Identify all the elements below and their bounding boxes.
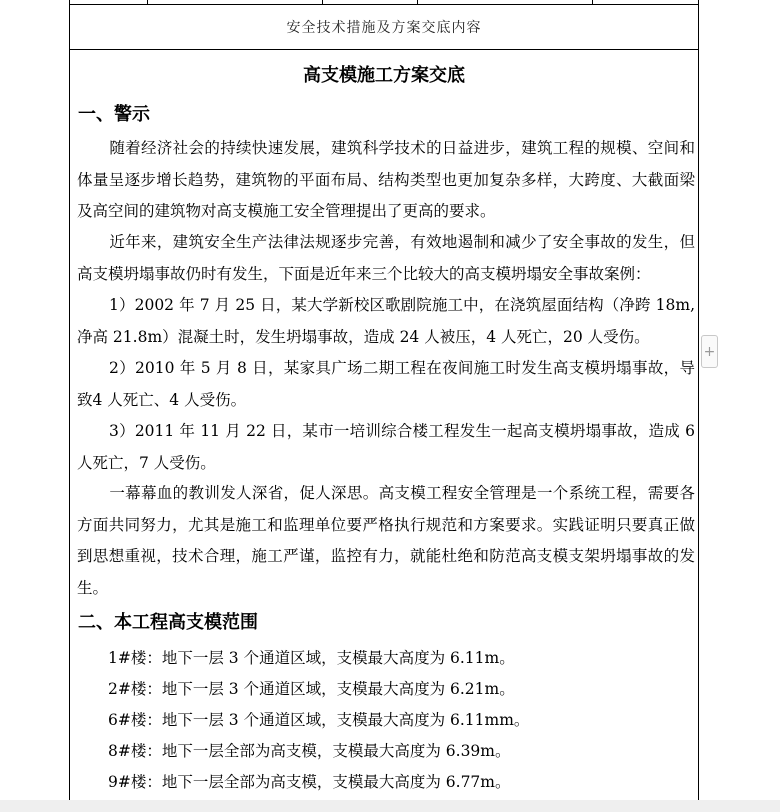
document-table (69, 0, 699, 800)
list-item: 8#楼：地下一层全部为高支模，支模最大高度为 6.39m。 (108, 742, 511, 760)
section-heading-scope: 二、本工程高支模范围 (78, 612, 258, 633)
section-heading-warning: 一、警示 (78, 104, 150, 125)
page-bottom-edge (0, 800, 780, 812)
plus-icon: + (703, 343, 716, 360)
accident-case-1: 1）2002 年 7 月 25 日，某大学新校区歌剧院施工中，在浇筑屋面结构（净跨 18m,净高 21.8m）混凝土时，发生坍塌事故，造成 24 人被压，4 人死亡，20 人受伤。 (77, 296, 695, 346)
content-cell[interactable] (70, 50, 698, 800)
paragraph: 一幕幕血的教训发人深省，促人深思。高支模工程安全管理是一个系统工程，需要各方面共同努力，尤其是施工和监理单位要严格执行规范和方案要求。实践证明只要真正做到思想重视，技术合理，施工严谨，监控有力，就能杜绝和防范高支模支架坍塌事故的发生。 (77, 484, 695, 597)
list-item: 1#楼：地下一层 3 个通道区域，支模最大高度为 6.11m。 (108, 649, 515, 667)
document-title: 高支模施工方案交底 (303, 65, 465, 86)
table-header-cell[interactable] (70, 4, 698, 50)
accident-case-2: 2）2010 年 5 月 8 日，某家具广场二期工程在夜间施工时发生高支模坍塌事故，导致4 人死亡、4 人受伤。 (77, 359, 695, 409)
add-column-button[interactable] (701, 335, 718, 368)
list-item: 9#楼：地下一层全部为高支模，支模最大高度为 6.77m。 (108, 773, 511, 791)
header-label: 安全技术措施及方案交底内容 (286, 20, 482, 36)
paragraph: 随着经济社会的持续快速发展，建筑科学技术的日益进步，建筑工程的规模、空间和体量呈逐步增长趋势，建筑物的平面布局、结构类型也更加复杂多样，大跨度、大截面梁及高空间的建筑物对高支模施工安全管理提出了更高的要求。 (77, 139, 695, 220)
list-item: 6#楼：地下一层 3 个通道区域，支模最大高度为 6.11mm。 (108, 711, 530, 729)
list-item: 2#楼：地下一层 3 个通道区域，支模最大高度为 6.21m。 (108, 680, 515, 698)
accident-case-3: 3）2011 年 11 月 22 日，某市一培训综合楼工程发生一起高支模坍塌事故，造成 6 人死亡，7 人受伤。 (77, 422, 695, 472)
paragraph: 近年来，建筑安全生产法律法规逐步完善，有效地遏制和减少了安全事故的发生，但高支模坍塌事故仍时有发生，下面是近年来三个比较大的高支模坍塌安全事故案例： (77, 233, 695, 283)
